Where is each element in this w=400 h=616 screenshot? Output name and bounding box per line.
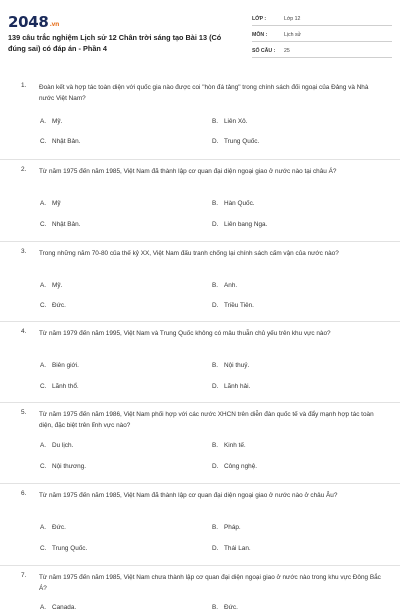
option-text: Mỹ.: [52, 118, 63, 125]
option-c[interactable]: [40, 302, 66, 309]
option-letter: D.: [212, 383, 219, 390]
question-number: 3.: [21, 248, 27, 255]
option-text: Kinh tế.: [224, 442, 246, 449]
option-a[interactable]: [40, 524, 66, 531]
option-a[interactable]: [40, 282, 62, 289]
option-text: Trung Quốc.: [52, 545, 88, 552]
option-text: Đức.: [52, 524, 66, 531]
option-text: Nhật Bản.: [52, 221, 81, 228]
option-text: Biên giới.: [52, 362, 79, 369]
question-text: Từ năm 1975 đến năm 1985, Việt Nam đã thành lập cơ quan đại diện ngoại giao ở nước nào ở châu Âu?: [39, 492, 338, 499]
meta-class-label: LỚP :: [252, 15, 267, 22]
question-text: Từ năm 1979 đến năm 1995, Việt Nam và Trung Quốc không có mâu thuẫn chủ yếu trên khu vực nào?: [39, 330, 331, 337]
option-text: Du lịch.: [52, 442, 74, 449]
logo-suffix: .vn: [49, 21, 60, 28]
option-text: Đức.: [52, 302, 66, 309]
option-letter: C.: [40, 138, 47, 145]
option-text: Lãnh thổ.: [52, 383, 79, 390]
option-text: Công nghệ.: [224, 463, 258, 470]
option-d[interactable]: [212, 463, 257, 470]
option-letter: A.: [40, 200, 47, 207]
option-text: Nội thương.: [52, 463, 87, 470]
meta-subject-row: [252, 28, 392, 42]
question-item: [0, 80, 400, 160]
meta-subject-label: MÔN :: [252, 31, 268, 38]
option-b[interactable]: [212, 118, 247, 125]
option-text: Mỹ.: [52, 282, 63, 289]
option-letter: D.: [212, 138, 219, 145]
site-logo[interactable]: [8, 13, 59, 31]
option-letter: B.: [212, 118, 219, 125]
option-letter: D.: [212, 463, 219, 470]
option-c[interactable]: [40, 545, 87, 552]
option-text: Nội thuỷ.: [224, 362, 250, 369]
option-letter: B.: [212, 362, 219, 369]
question-item: [0, 322, 400, 403]
question-number: 2.: [21, 166, 27, 173]
option-d[interactable]: [212, 138, 259, 145]
option-letter: D.: [212, 545, 219, 552]
document-title: 139 câu trắc nghiệm Lịch sử 12 Chân trời sáng tạo Bài 13 (Có đúng sai) có đáp án - Phần 4: [8, 33, 222, 53]
option-letter: C.: [40, 302, 47, 309]
option-b[interactable]: [212, 200, 255, 207]
meta-class-row: [252, 12, 392, 26]
option-letter: B.: [212, 282, 219, 289]
option-letter: A.: [40, 604, 47, 611]
option-a[interactable]: [40, 200, 61, 207]
question-number: 1.: [21, 82, 27, 89]
option-d[interactable]: [212, 383, 250, 390]
option-text: Thái Lan.: [224, 545, 251, 552]
option-text: Mỹ: [52, 200, 61, 207]
option-letter: A.: [40, 282, 47, 289]
option-b[interactable]: [212, 524, 241, 531]
option-letter: B.: [212, 524, 219, 531]
option-letter: C.: [40, 221, 47, 228]
question-number: 7.: [21, 572, 27, 579]
option-text: Triều Tiên.: [224, 302, 254, 309]
meta-count-label: SỐ CÂU :: [252, 47, 276, 54]
option-c[interactable]: [40, 383, 79, 390]
option-letter: D.: [212, 302, 219, 309]
option-c[interactable]: [40, 221, 80, 228]
question-text: Đoàn kết và hợp tác toàn diện với quốc gia nào được coi "hòn đá tảng" trong chính sách đối ngoại của Đảng và Nhà nước Việt Nam?: [39, 84, 369, 102]
option-letter: C.: [40, 383, 47, 390]
question-number: 6.: [21, 490, 27, 497]
option-text: Liên bang Nga.: [224, 221, 268, 228]
option-text: Canada.: [52, 604, 77, 611]
option-d[interactable]: [212, 545, 251, 552]
meta-count-row: [252, 44, 392, 58]
question-item: [0, 566, 400, 616]
logo-text: 2048: [8, 13, 49, 31]
option-text: Pháp.: [224, 524, 241, 531]
option-a[interactable]: [40, 362, 79, 369]
meta-subject-value: Lịch sử: [284, 31, 302, 38]
document-header: [0, 0, 400, 72]
question-text: Trong những năm 70-80 của thế kỷ XX, Việt Nam đấu tranh chống lại chính sách cấm vận của nước nào?: [39, 250, 339, 257]
option-text: Lãnh hải.: [224, 383, 251, 390]
option-letter: A.: [40, 118, 47, 125]
question-list: [0, 80, 400, 616]
option-letter: B.: [212, 442, 219, 449]
question-number: 5.: [21, 409, 27, 416]
option-letter: A.: [40, 362, 47, 369]
document-meta: [252, 12, 392, 60]
question-number: 4.: [21, 328, 27, 335]
option-d[interactable]: [212, 302, 254, 309]
option-letter: B.: [212, 200, 219, 207]
option-a[interactable]: [40, 118, 62, 125]
question-item: [0, 242, 400, 322]
option-letter: D.: [212, 221, 219, 228]
question-item: [0, 403, 400, 484]
question-item: [0, 484, 400, 566]
option-a[interactable]: [40, 442, 73, 449]
option-text: Đức.: [224, 604, 238, 611]
option-letter: B.: [212, 604, 219, 611]
question-text: Từ năm 1975 đến năm 1985, Việt Nam chưa thành lập cơ quan đại diện ngoại giao ở nước nào trong khu vực Đông Bắc Á?: [39, 574, 381, 592]
option-c[interactable]: [40, 463, 86, 470]
option-c[interactable]: [40, 138, 80, 145]
option-letter: A.: [40, 442, 47, 449]
option-a[interactable]: [40, 604, 76, 611]
option-b[interactable]: [212, 282, 237, 289]
option-text: Liên Xô.: [224, 118, 248, 125]
option-text: Trung Quốc.: [224, 138, 260, 145]
meta-class-value: Lớp 12: [284, 15, 301, 22]
option-d[interactable]: [212, 221, 267, 228]
option-letter: A.: [40, 524, 47, 531]
option-text: Hàn Quốc.: [224, 200, 255, 207]
meta-count-value: 25: [284, 47, 290, 54]
option-b[interactable]: [212, 362, 249, 369]
option-text: Nhật Bản.: [52, 138, 81, 145]
question-text: Từ năm 1975 đến năm 1985, Việt Nam đã thành lập cơ quan đại diện ngoại giao ở nước nào tại châu Á?: [39, 168, 337, 175]
option-letter: C.: [40, 545, 47, 552]
question-item: [0, 160, 400, 242]
option-b[interactable]: [212, 442, 246, 449]
option-letter: C.: [40, 463, 47, 470]
question-text: Từ năm 1975 đến năm 1986, Việt Nam phối hợp với các nước XHCN trên diễn đàn quốc tế và đẩy mạnh hợp tác toàn diện, đặc biệt trên lĩnh vực nào?: [39, 411, 374, 429]
option-text: Anh.: [224, 282, 238, 289]
option-b[interactable]: [212, 604, 238, 611]
